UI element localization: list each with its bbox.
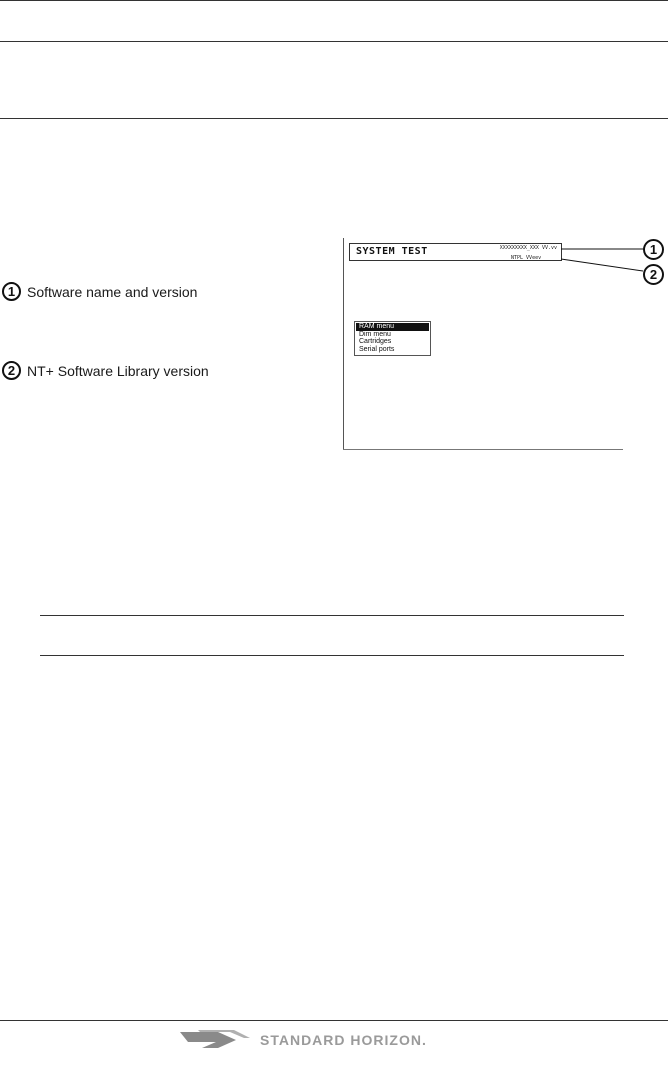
- leader-line-2: [561, 259, 643, 271]
- callout-label-2: NT+ Software Library version: [27, 362, 209, 379]
- header-top-rule: [0, 0, 668, 1]
- system-test-title: SYSTEM TEST: [356, 246, 428, 257]
- menu-item-ram[interactable]: RAM menu: [356, 323, 429, 331]
- menu-item-dim[interactable]: Dim menu: [359, 330, 391, 338]
- footer-rule: [0, 1020, 668, 1021]
- menu-item-cartridges[interactable]: Cartridges: [359, 338, 392, 346]
- figure-marker-2: 2: [643, 264, 664, 285]
- section-rule-2: [40, 655, 624, 656]
- library-version-text: NTPL VVeev: [511, 255, 542, 261]
- figure-marker-1: 1: [643, 239, 664, 260]
- callout-number-1: 1: [2, 282, 21, 301]
- screen-bottom-border: [343, 449, 623, 450]
- section-rule-1: [40, 615, 624, 616]
- callout-2: [2, 361, 209, 380]
- system-test-menu: [354, 321, 431, 356]
- callout-1: [2, 282, 197, 301]
- software-version-text: XXXXXXXXX_XXX VV.vv: [499, 245, 557, 251]
- screen-left-border: [343, 238, 344, 450]
- brand-name: STANDARD HORIZON.: [260, 1032, 427, 1048]
- header-rule-1: [0, 41, 668, 42]
- header-rule-2: [0, 118, 668, 119]
- callout-label-1: Software name and version: [27, 283, 198, 300]
- standard-horizon-logo: [178, 1028, 427, 1052]
- standard-horizon-mark-icon: [178, 1028, 252, 1052]
- callout-number-2: 2: [2, 361, 21, 380]
- menu-item-serial-ports[interactable]: Serial ports: [359, 346, 395, 354]
